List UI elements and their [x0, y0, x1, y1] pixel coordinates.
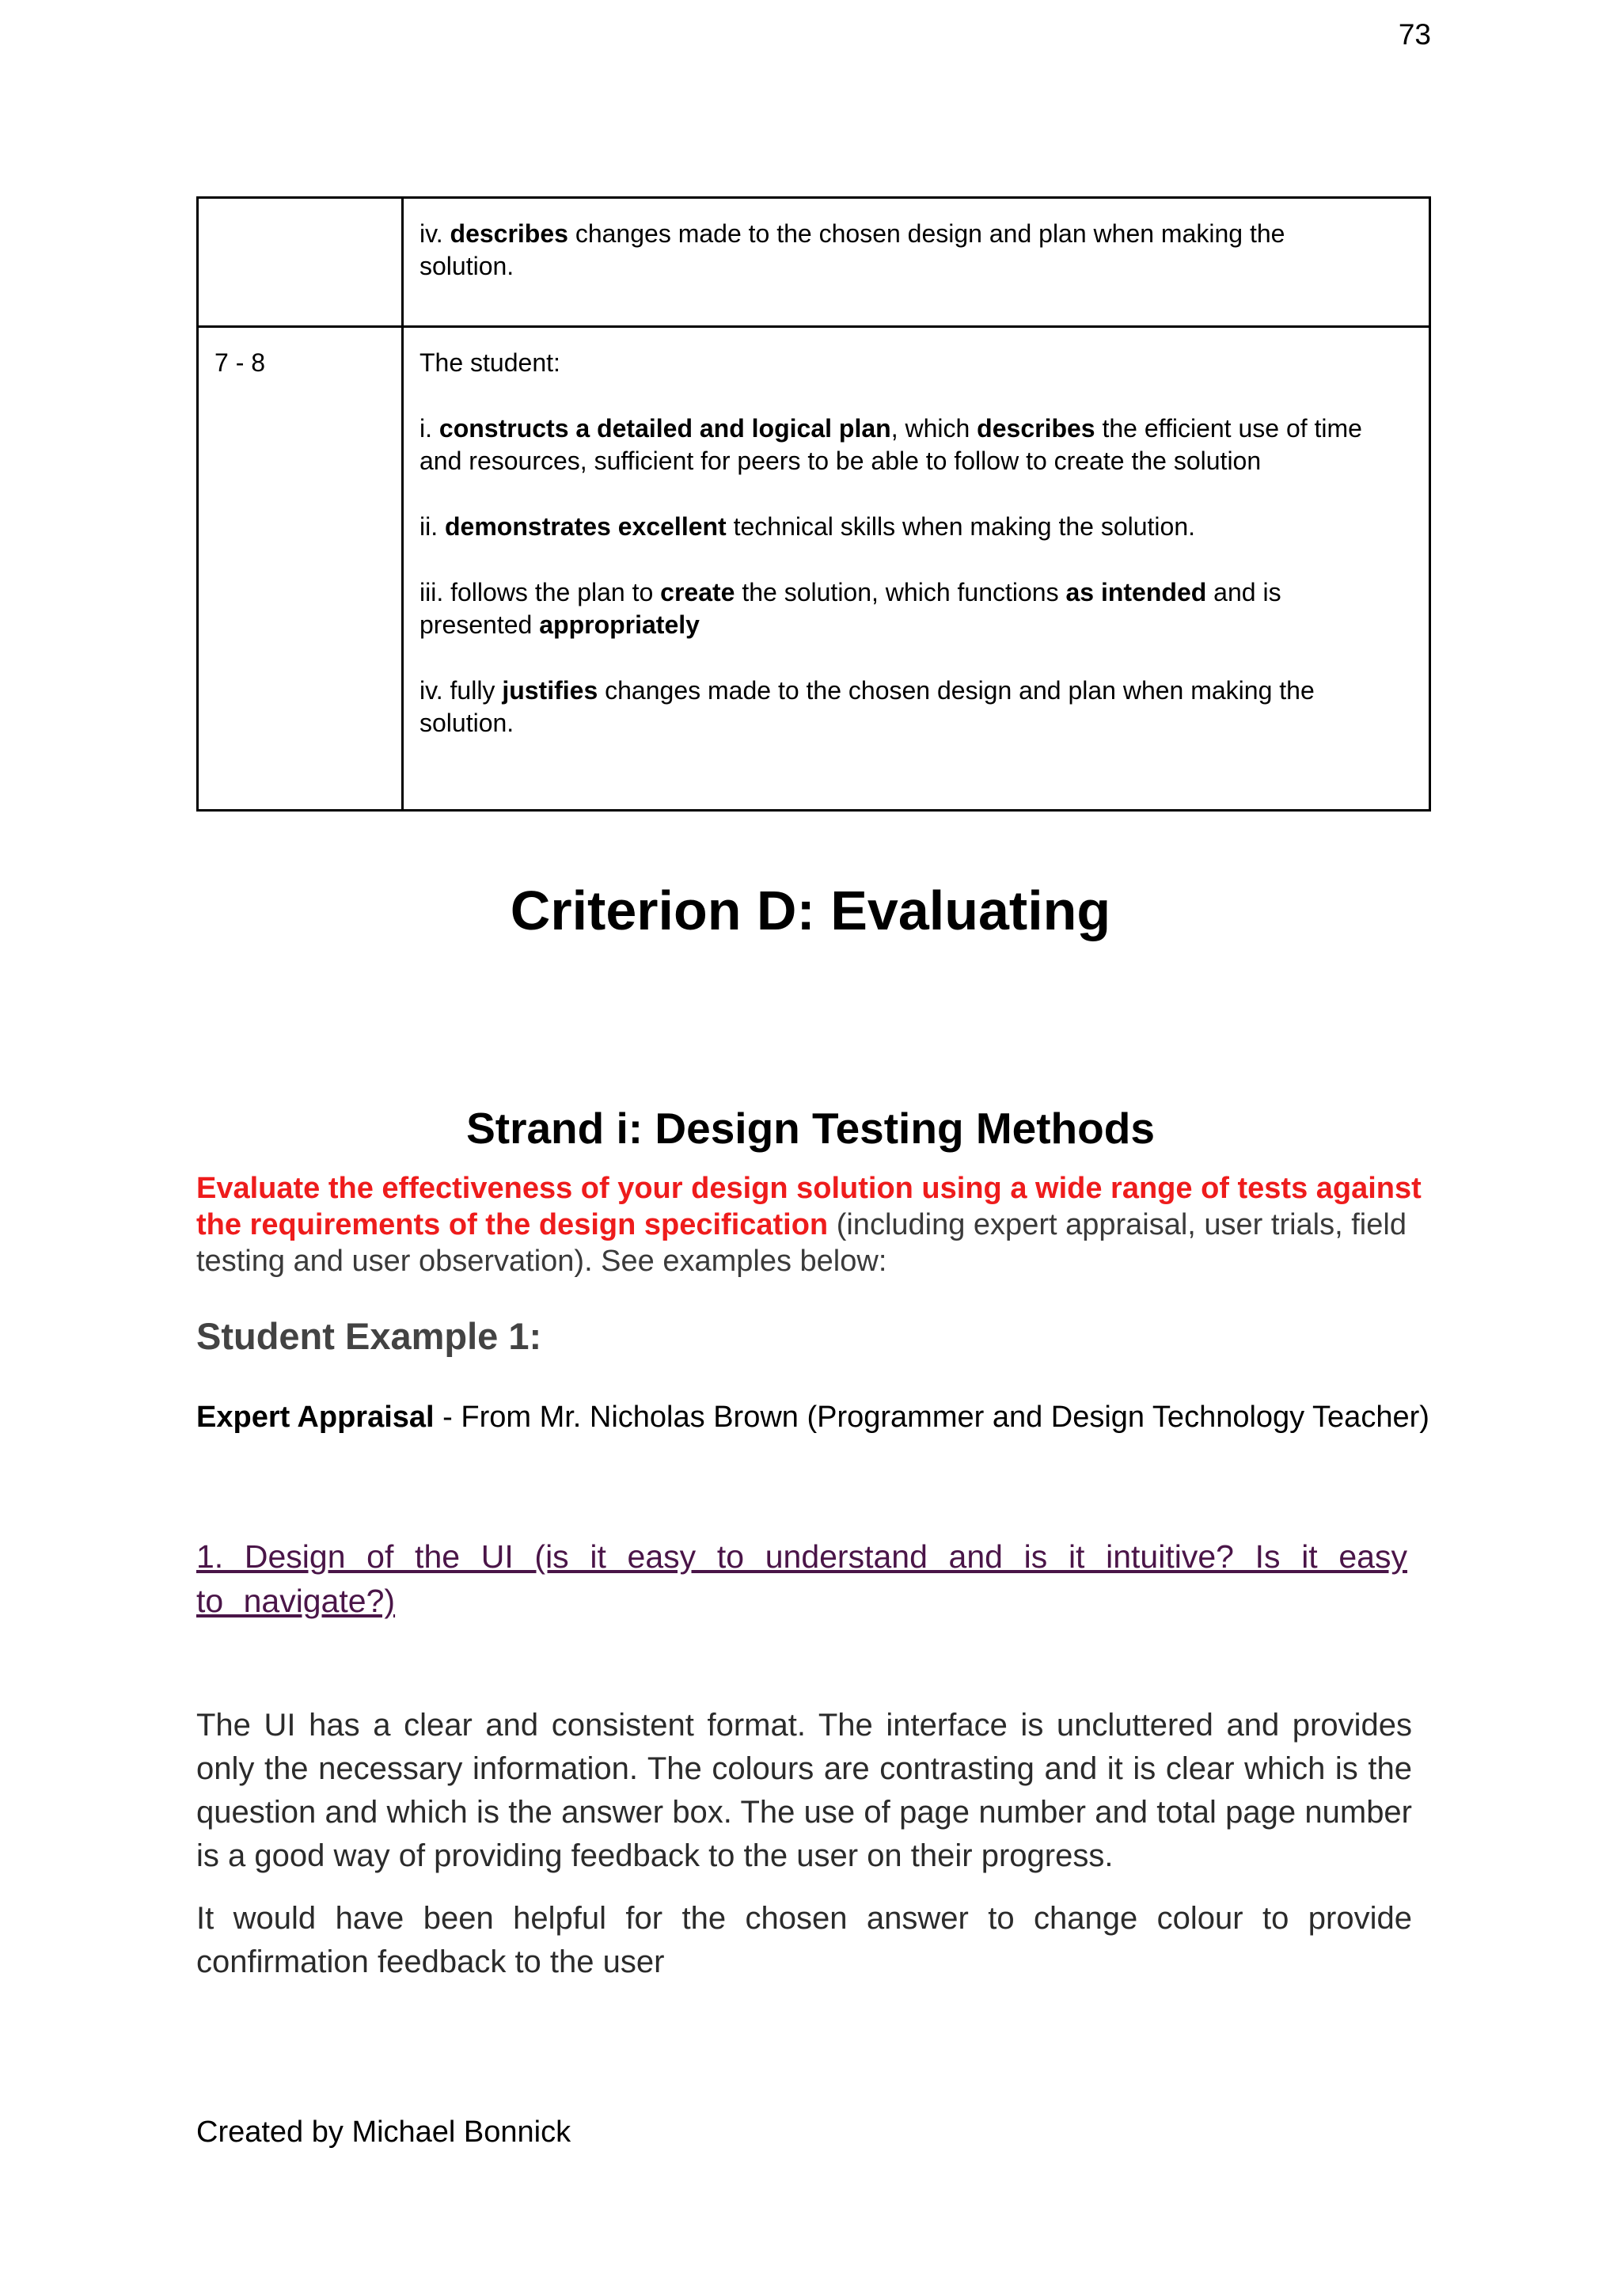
- example-heading: Student Example 1:: [196, 1315, 542, 1357]
- band-cell: [198, 198, 403, 327]
- instruction-text: [196, 1170, 1447, 1279]
- criterion-title: Criterion D: Evaluating: [510, 880, 1111, 941]
- instruction-rest: (including expert appraisal, user trials, field testing and user observation). See examples below:: [196, 1208, 1407, 1278]
- question-heading-link[interactable]: 1. Design of the UI (is it easy to understand and is it intuitive? Is it easy to navigate?): [196, 1538, 1407, 1619]
- descriptor-iv: iv. describes changes made to the chosen design and plan when making the solution.: [419, 219, 1285, 280]
- descriptor-ii: ii. demonstrates excellent technical skills when making the solution.: [419, 512, 1195, 541]
- appraisal-label: Expert Appraisal: [196, 1401, 435, 1434]
- assessment-rubric-table: [196, 196, 1431, 812]
- descriptor-iii: iii. follows the plan to create the solution, which functions as intended and is presented appropriately: [419, 578, 1281, 639]
- strand-title: Strand i: Design Testing Methods: [466, 1104, 1155, 1153]
- footer-credit: Created by Michael Bonnick: [196, 2115, 571, 2149]
- appraisal-source: - From Mr. Nicholas Brown (Programmer and Design Technology Teacher): [434, 1401, 1429, 1434]
- band-cell: 7 - 8: [198, 327, 403, 811]
- page-number: 73: [1398, 18, 1431, 51]
- descriptor-iv: iv. fully justifies changes made to the chosen design and plan when making the solution.: [419, 676, 1315, 737]
- expert-appraisal-line: [196, 1397, 1431, 1438]
- descriptor-intro: The student:: [419, 348, 560, 377]
- body-paragraph: It would have been helpful for the chosen answer to change colour to provide confirmation feedback to the user: [196, 1901, 1412, 1979]
- table-row: [198, 198, 1430, 327]
- body-paragraph: The UI has a clear and consistent format. The interface is uncluttered and provides only the necessary information. The colours are contrasting and it is clear which is the question and which is the answer box. The use of page number and total page number is a good way of providing feedback to the user on their progress.: [196, 1708, 1412, 1873]
- descriptor-cell: [403, 327, 1430, 811]
- table-row: [198, 327, 1430, 811]
- descriptor-cell: [403, 198, 1430, 327]
- instruction-emphasis: Evaluate the effectiveness of your design solution using a wide range of tests against the requirements of the design specification: [196, 1172, 1422, 1241]
- descriptor-i: i. constructs a detailed and logical plan, which describes the efficient use of time and resources, sufficient for peers to be able to follow to create the solution: [419, 414, 1362, 475]
